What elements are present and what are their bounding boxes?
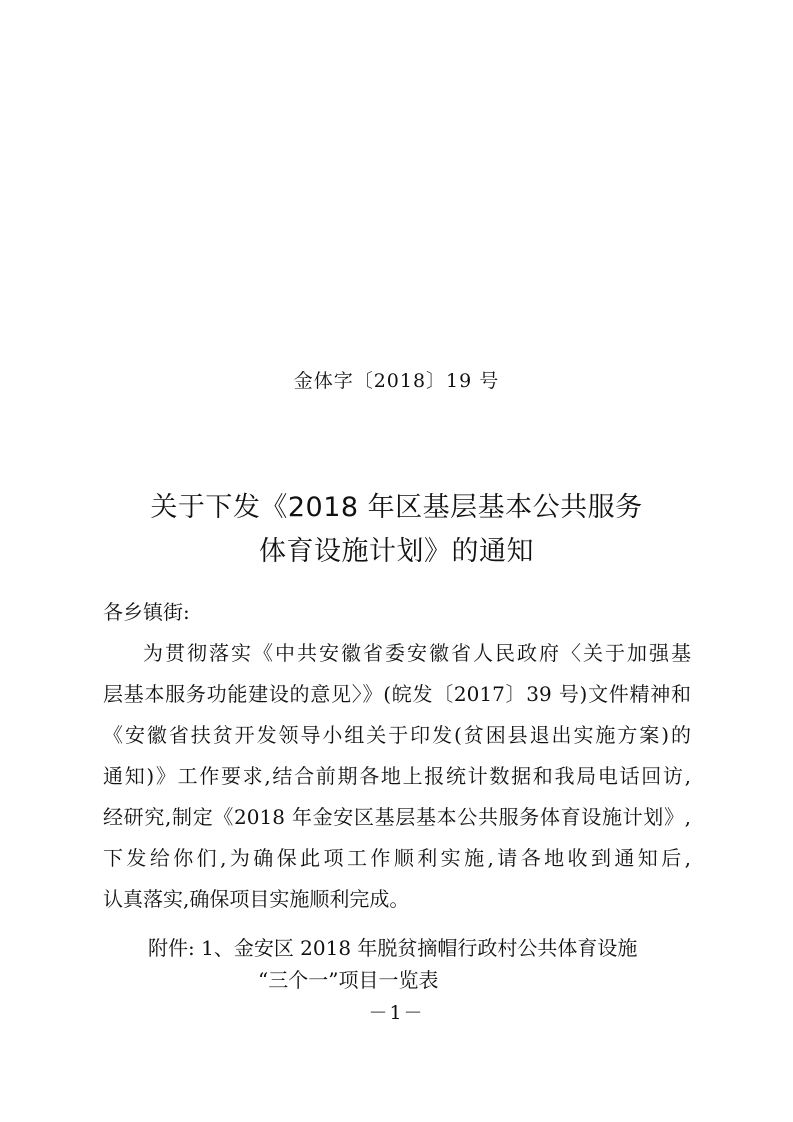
body-line: 认真落实,确保项目实施顺利完成。: [103, 887, 410, 911]
body-line: 经研究,制定《2018 年金安区基层基本公共服务体育设施计划》,: [103, 805, 691, 829]
body-line: 《安徽省扶贫开发领导小组关于印发(贫困县退出实施方案)的: [103, 723, 691, 747]
title-line-1: 关于下发《2018 年区基层基本公共服务: [150, 492, 643, 523]
attachment-list: [148, 932, 637, 996]
body-paragraph: [103, 633, 691, 920]
page-number: －1－: [368, 1002, 425, 1024]
salutation: 各乡镇街:: [103, 600, 190, 624]
attachment-line: “三个一”项目一览表: [258, 968, 439, 992]
document-number: 金体字〔2018〕19 号: [293, 370, 500, 392]
document-title: [0, 486, 793, 574]
body-line: 层基本服务功能建设的意见〉》(皖发〔2017〕39 号)文件精神和: [103, 682, 691, 706]
attachment-line: 附件: 1、金安区 2018 年脱贫摘帽行政村公共体育设施: [148, 936, 638, 960]
title-line-2: 体育设施计划》的通知: [259, 536, 534, 567]
body-line: 通知)》工作要求,结合前期各地上报统计数据和我局电话回访,: [103, 764, 691, 788]
body-line: 为贯彻落实《中共安徽省委安徽省人民政府〈关于加强基: [143, 641, 691, 665]
body-line: 下发给你们,为确保此项工作顺利实施,请各地收到通知后,: [103, 846, 691, 870]
